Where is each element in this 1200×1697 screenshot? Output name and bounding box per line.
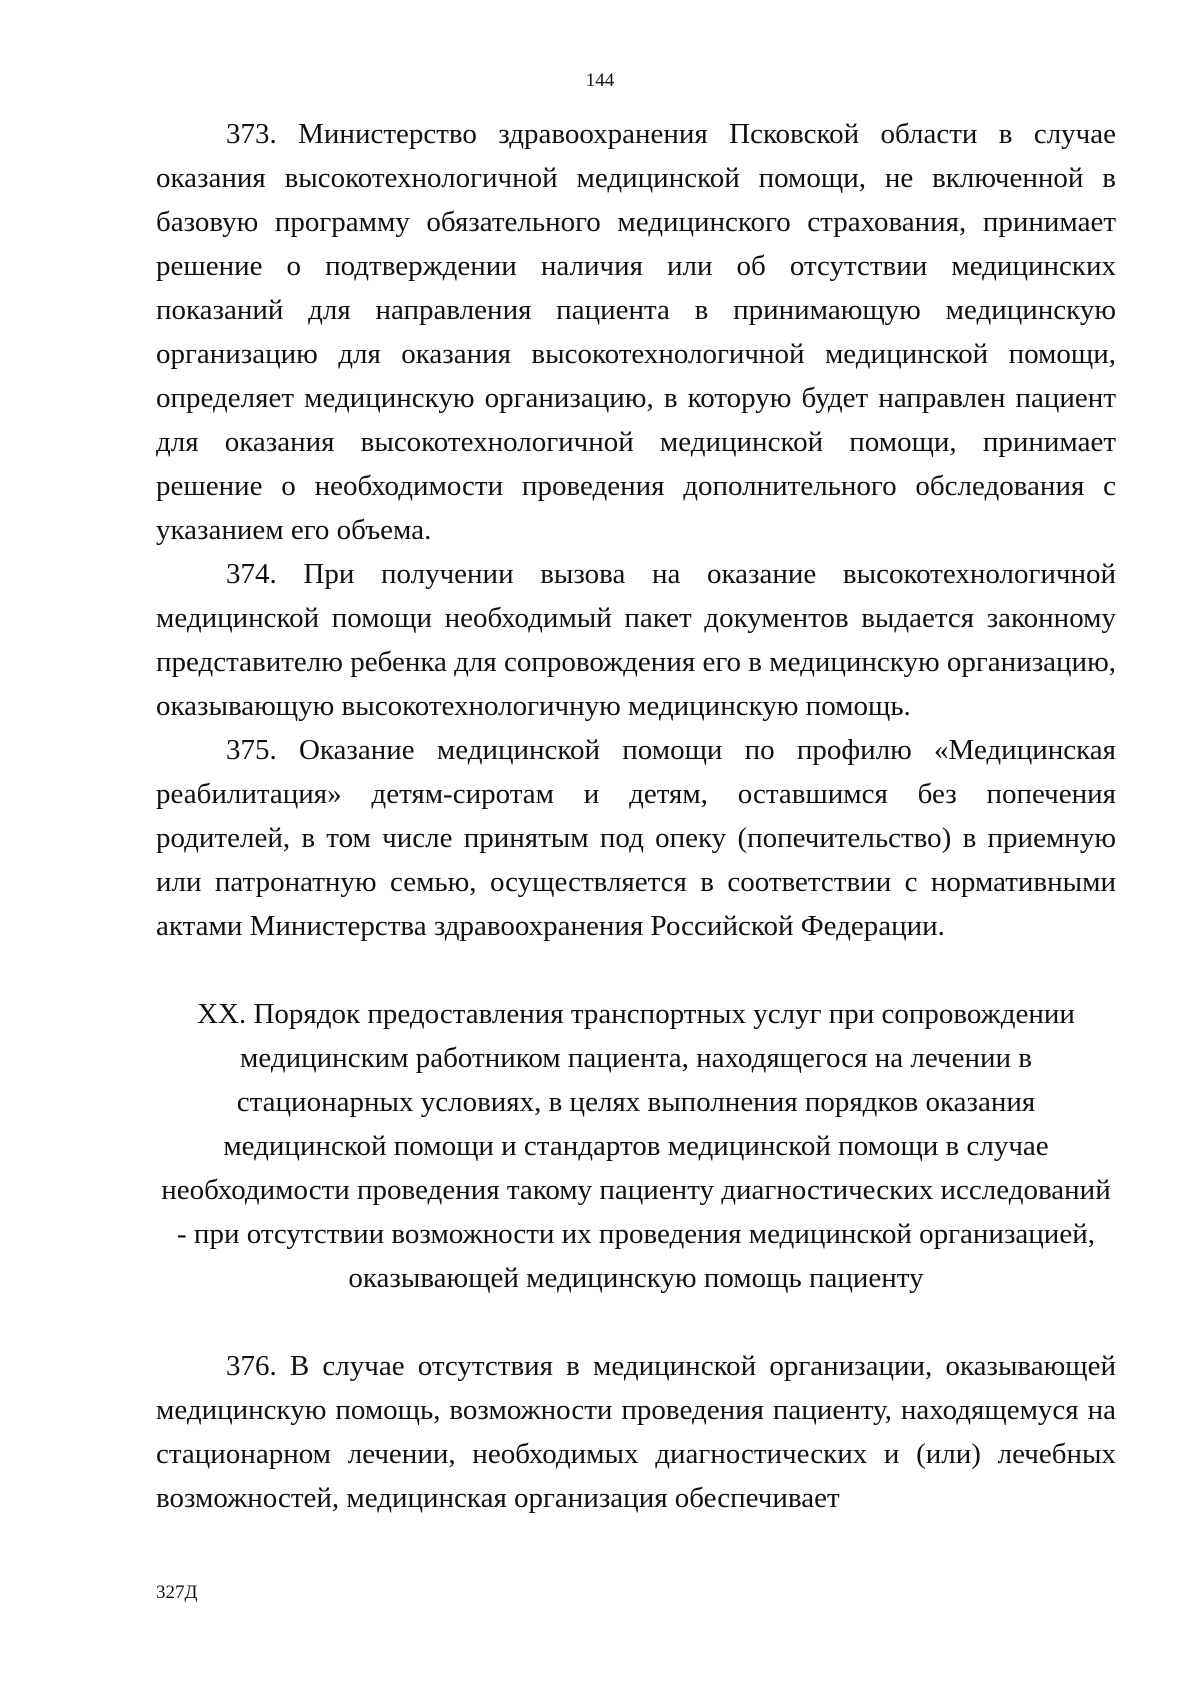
paragraph-373: 373. Министерство здравоохранения Псковской области в случае оказания высокотехнологичной медицинской помощи, не включенной в базовую программу обязательного медицинского страхования, принимает решение о подтверждении наличия или об отсутствии медицинских показаний для направления пациента в принимающую медицинскую организацию для оказания высокотехнологичной медицинской помощи, определяет медицинскую организацию, в которую будет направлен пациент для оказания высокотехнологичной медицинской помощи, принимает решение о необходимости проведения дополнительного обследования с указанием его объема.: [156, 118, 1116, 546]
paragraph-375: 375. Оказание медицинской помощи по профилю «Медицинская реабилитация» детям-сиротам и детям, оставшимся без попечения родителей, в том числе принятым под опеку (попечительство) в приемную или патронатную семью, осуществляется в соответствии с нормативными актами Министерства здравоохранения Российской Федерации.: [156, 734, 1116, 942]
document-body: [156, 112, 1116, 1520]
paragraph-376: 376. В случае отсутствия в медицинской организации, оказывающей медицинскую помощь, возможности проведения пациенту, находящемуся на стационарном лечении, необходимых диагностических и (или) лечебных возможностей, медицинская организация обеспечивает: [156, 1350, 1116, 1514]
document-code: 327Д: [156, 1582, 198, 1603]
page-number: 144: [585, 70, 615, 91]
section-heading: XX. Порядок предоставления транспортных услуг при сопровождении медицинским работником пациента, находящегося на лечении в стационарных условиях, в целях выполнения порядков оказания медицинской помощи и стандартов медицинской помощи в случае необходимости проведения такому пациенту диагностических исследований - при отсутствии возможности их проведения медицинской организацией, оказывающей медицинскую помощь пациенту: [161, 998, 1111, 1294]
paragraph-374: 374. При получении вызова на оказание высокотехнологичной медицинской помощи необходимый пакет документов выдается законному представителю ребенка для сопровождения его в медицинскую организацию, оказывающую высокотехнологичную медицинскую помощь.: [156, 558, 1116, 722]
